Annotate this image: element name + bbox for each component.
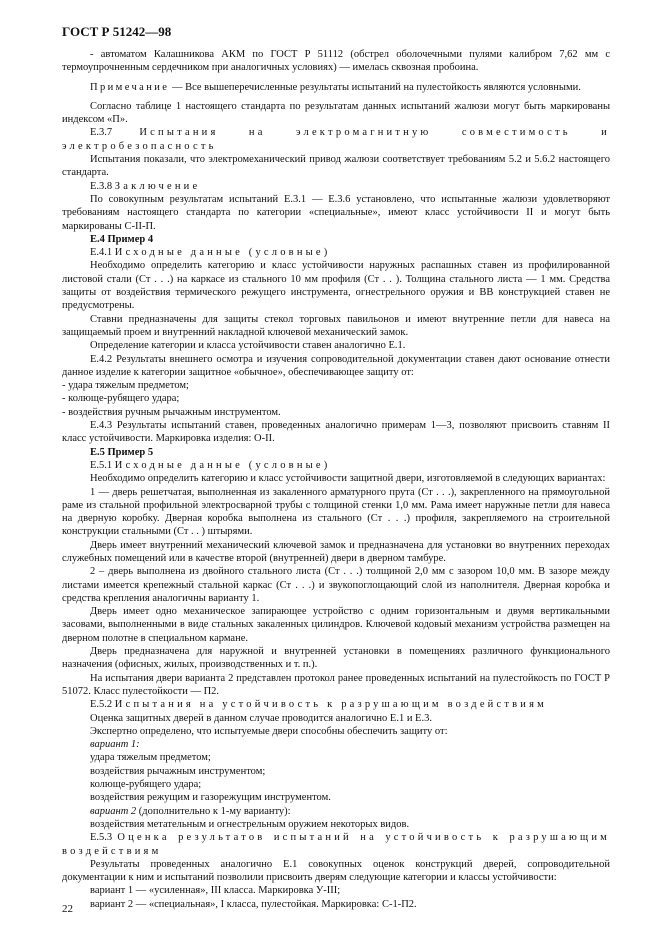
note-text: — Все вышеперечисленные результаты испытаний на пулестойкость являются условными. [169,81,581,93]
section-heading [62,831,610,858]
note-label: Примечание [90,81,170,93]
section-number: Е.5.1 [90,459,115,471]
section-heading [62,126,610,153]
result-line: вариант 1 — «усиленная», III класса. Маркировка У-III; [90,885,341,897]
paragraph: Экспертно определено, что испытуемые двери способны обеспечить защиту от: [90,725,448,737]
section-number: Е.5.2 [90,699,115,711]
paragraph: Дверь имеет внутренний механический ключевой замок и предназначена для установки во внутренних переходах служебных помещений или в качестве второй (внутренней) двери в дверном тамбуре. [62,539,610,564]
section-heading [62,246,610,259]
section-number: Е.5.3 [90,832,118,844]
section-title: Заключение [114,180,201,192]
list-item: - удара тяжелым предметом; [62,380,189,392]
paragraph: Необходимо определить категорию и класс устойчивости защитной двери, изготовляемой в следующих вариантах: [90,473,606,485]
section-heading [62,459,610,472]
paragraph: Оценка защитных дверей в данном случае проводится аналогично Е.1 и Е.3. [90,712,432,724]
section-number: Е.3.8 [90,180,115,192]
list-item: - колюще-рубящего удара; [62,393,180,405]
paragraph: Результаты проведенных аналогично Е.1 совокупных оценок конструкций дверей, сопроводительной документации к ним и испытаний позволили присвоить дверям следующие категории и классы устойчивости: [62,858,610,884]
paragraph: На испытания двери варианта 2 представлен протокол ранее проведенных испытаний на пулестойкость по ГОСТ Р 51072. Класс пулестойкости — П2. [62,672,610,697]
paragraph: Дверь имеет одно механическое запирающее устройство с одним горизонтальным и двумя вертикальными засовами, выполненными в виде стальных закаленных цилиндров. Ключевой кодовый механизм устройства размещен на дверном полотне в специальном кармане. [62,606,610,644]
section-heading [62,698,610,711]
paragraph: Дверь предназначена для наружной и внутренней установки в помещениях различного функционального назначения (офисных, жилых, производственных и т. п.). [62,646,610,671]
standard-header: ГОСТ Р 51242—98 [62,24,172,39]
variant-label: вариант 2 [90,805,137,817]
list-item: колюще-рубящего удара; [90,779,202,791]
section-title: Испытания на электромагнитную совместимость и электробезопасность [62,127,610,152]
section-title: Исходные данные (условные) [114,247,331,259]
paragraph: Необходимо определить категорию и класс устойчивости наружных распашных ставен из профилированной листовой стали (Ст . . .) на каркасе из стального 10 мм профиля (Ст . . ). Толщина стального листа — 1 мм. Средства защиты от воздействия термического режущего инструмента, огнестрельного оружия и ВВ конструкцией ставен не предусмотрены. [62,260,610,312]
paragraph: - автоматом Калашникова АКМ по ГОСТ Р 51112 (обстрел оболочечными пулями калибром 7,62 мм с термоупрочненным сердечником при аналогичных условиях) — имелась сквозная пробоина. [62,49,610,74]
section-number: Е.4.1 [90,247,115,259]
section-title: Исходные данные (условные) [114,459,331,471]
variant-line [62,805,610,818]
paragraph: По совокупным результатам испытаний Е.3.1 — Е.3.6 установлено, что испытанные жалюзи удовлетворяют требованиям настоящего стандарта по категории «специальные», имеют класс устойчивости II и могут быть маркированы С-II-П. [62,193,610,232]
list-item: удара тяжелым предметом; [90,752,211,764]
list-item: воздействия режущим и газорежущим инструментом. [90,792,331,804]
paragraph: Определение категории и класса устойчивости ставен аналогично Е.1. [90,340,406,352]
list-item: воздействия метательным и огнестрельным оружием некоторых видов. [90,818,410,830]
result-line: вариант 2 — «специальная», I класса, пулестойкая. Маркировка: С-1-П2. [90,898,417,910]
example-heading: Е.4 Пример 4 [90,233,154,245]
paragraph: Испытания показали, что электромеханический привод жалюзи соответствует требованиям 5.2 и 5.6.2 настоящего стандарта. [62,154,610,179]
page-number: 22 [62,903,73,915]
variant-note: (дополнительно к 1-му варианту): [136,805,291,817]
paragraph: Ставни предназначены для защиты стекол торговых павильонов и имеют внутренние петли для навеса на защищаемый проем и внутренний накладной ключевой механический замок. [62,313,610,338]
note [62,81,610,94]
section-heading [62,180,610,193]
paragraph: 1 — дверь решетчатая, выполненная из закаленного арматурного прута (Ст . . .), закрепленного на прямоугольной раме из стальной профильной электросварной трубы с толщиной стенки 1,0 мм. Рама имеет наружные петли для навеса на дверную коробку. Дверная коробка выполнена из стального (Ст . . .) профиля, закрепляемого на строительной конструкции стальными (Ст . . ) штырями. [62,486,610,538]
example-heading: Е.5 Пример 5 [90,446,154,458]
variant-label: вариант 1: [90,739,140,751]
paragraph: Е.4.2 Результаты внешнего осмотра и изучения сопроводительной документации ставен дают основание отнести данное изделие к категории защитное «обычное», обеспечивающее защиту от: [62,353,610,378]
section-title: Оценка результатов испытаний на устойчивость к разрушающим воздействиям [62,832,610,857]
document-body [62,48,610,911]
section-title: Испытания на устойчивость к разрушающим воздействиям [114,699,548,711]
paragraph: Е.4.3 Результаты испытаний ставен, проведенных аналогично примерам 1—3, позволяют присвоить ставням II класс устойчивости. Маркировка изделия: О-II. [62,420,610,445]
paragraph: Согласно таблице 1 настоящего стандарта по результатам данных испытаний жалюзи могут быть маркированы индексом «П». [62,100,610,126]
section-number: Е.3.7 [90,127,140,139]
list-item: воздействия рычажным инструментом; [90,765,266,777]
paragraph: 2 – дверь выполнена из двойного стального листа (Ст . . .) толщиной 2,0 мм с зазором 10,0 мм. В зазоре между листами имеется крепежный стальной каркас (Ст . . .) и звукопоглощающий слой из наполнителя. Дверная коробка и средства крепления аналогичны варианту 1. [62,566,610,604]
list-item: - воздействия ручным рычажным инструментом. [62,406,281,418]
